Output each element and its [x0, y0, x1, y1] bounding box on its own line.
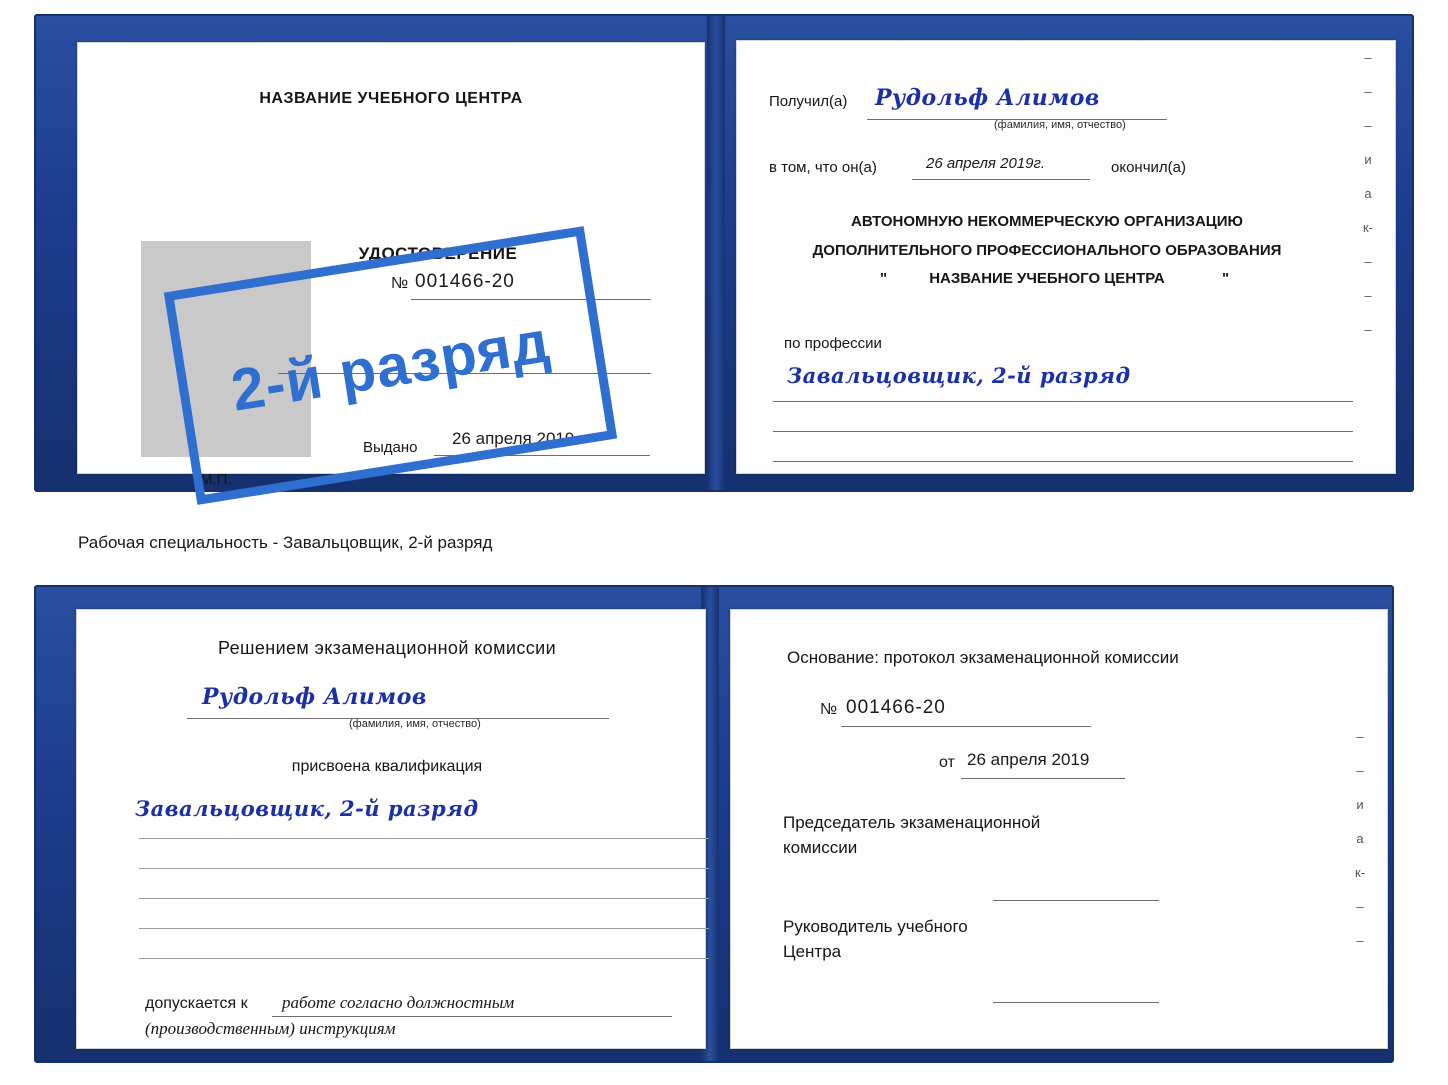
- profession-value: Завальцовщик, 2-й разряд: [787, 363, 1131, 388]
- edge-glyph: а: [1364, 186, 1372, 201]
- org-line-3: НАЗВАНИЕ УЧЕБНОГО ЦЕНТРА: [929, 270, 1165, 287]
- finish-date: 26 апреля 2019г.: [926, 155, 1046, 172]
- chairman-signature-rule: [993, 900, 1159, 901]
- protocol-number-symbol: №: [820, 701, 838, 718]
- from-date: 26 апреля 2019: [967, 750, 1090, 769]
- stamp-label: М.П.: [200, 471, 232, 488]
- commission-heading: Решением экзаменационной комиссии: [217, 638, 557, 658]
- issued-date: 26 апреля 2019: [452, 429, 575, 448]
- protocol-number-rule: [841, 726, 1091, 727]
- finish-date-rule: [912, 179, 1090, 180]
- from-label: от: [939, 754, 955, 771]
- edge-glyph: и: [1364, 152, 1372, 167]
- received-name: Рудольф Алимов: [875, 85, 1100, 111]
- edge-glyph: –: [1356, 763, 1364, 778]
- edge-glyph: –: [1364, 322, 1372, 337]
- org-line-2: ДОПОЛНИТЕЛЬНОГО ПРОФЕССИОНАЛЬНОГО ОБРАЗОВАНИЯ: [812, 242, 1282, 259]
- blank-rule-2: [139, 868, 709, 869]
- qualification-label: присвоена квалификация: [291, 758, 483, 775]
- edge-glyph: –: [1364, 50, 1372, 65]
- book-spine-top: [707, 16, 725, 490]
- name-hint: (фамилия, имя, отчество): [349, 718, 481, 730]
- profession-rule-1: [773, 401, 1353, 402]
- certificate-bottom-right-page: [730, 609, 1388, 1049]
- qualification-value: Завальцовщик, 2-й разряд: [135, 796, 479, 821]
- issued-label: Выдано: [363, 439, 418, 456]
- allowed-value-line2: (производственным) инструкциям: [145, 1019, 396, 1038]
- document-title: УДОСТОВЕРЕНИЕ: [358, 244, 518, 263]
- received-label: Получил(а): [769, 93, 848, 110]
- student-name: Рудольф Алимов: [202, 684, 427, 710]
- that-he-label: в том, что он(а): [769, 159, 877, 176]
- org-quote-close: ": [1222, 270, 1230, 287]
- page-edge-glyphs-bottom: [1343, 720, 1377, 958]
- chairman-line-2: комиссии: [783, 838, 858, 857]
- edge-glyph: –: [1356, 729, 1364, 744]
- finished-label: окончил(а): [1111, 159, 1186, 176]
- allowed-value-line1: работе согласно должностным: [282, 993, 515, 1012]
- watermark-text: 2-й разряд: [226, 307, 555, 424]
- edge-glyph: –: [1364, 288, 1372, 303]
- profession-label: по профессии: [784, 335, 882, 352]
- head-signature-rule: [993, 1002, 1159, 1003]
- edge-glyph: –: [1364, 254, 1372, 269]
- protocol-number: 001466-20: [846, 697, 946, 718]
- chairman-line-1: Председатель экзаменационной: [783, 813, 1041, 832]
- head-line-1: Руководитель учебного: [783, 917, 968, 936]
- blank-rule-4: [139, 928, 709, 929]
- from-date-rule: [961, 778, 1125, 779]
- page-edge-glyphs-top: [1351, 41, 1385, 347]
- head-line-2: Центра: [783, 942, 842, 961]
- edge-glyph: –: [1364, 84, 1372, 99]
- certificate-bottom-left-page: [76, 609, 706, 1049]
- certificate-top-right-page: [736, 40, 1396, 474]
- basis-label: Основание: протокол экзаменационной комиссии: [787, 648, 1179, 667]
- allowed-label: допускается к: [145, 995, 248, 1012]
- org-line-1: АВТОНОМНУЮ НЕКОММЕРЧЕСКУЮ ОРГАНИЗАЦИЮ: [851, 213, 1243, 230]
- edge-glyph: к-: [1362, 220, 1374, 235]
- edge-glyph: –: [1356, 933, 1364, 948]
- edge-glyph: и: [1356, 797, 1364, 812]
- edge-glyph: –: [1364, 118, 1372, 133]
- profession-rule-2: [773, 431, 1353, 432]
- blank-rule-5: [139, 958, 709, 959]
- edge-glyph: к-: [1354, 865, 1366, 880]
- certificate-number: 001466-20: [415, 271, 515, 292]
- school-title: НАЗВАНИЕ УЧЕБНОГО ЦЕНТРА: [259, 90, 523, 107]
- org-quote-open: ": [880, 270, 888, 287]
- caption: Рабочая специальность - Завальцовщик, 2-й разряд: [78, 533, 493, 552]
- blank-rule-3: [139, 898, 709, 899]
- number-symbol: №: [391, 275, 409, 292]
- edge-glyph: –: [1356, 899, 1364, 914]
- profession-rule-3: [773, 461, 1353, 462]
- name-hint: (фамилия, имя, отчество): [994, 119, 1126, 131]
- certificate-bottom: [34, 585, 1394, 1063]
- edge-glyph: а: [1356, 831, 1364, 846]
- blank-rule-1: [139, 838, 709, 839]
- allowed-rule: [272, 1016, 672, 1017]
